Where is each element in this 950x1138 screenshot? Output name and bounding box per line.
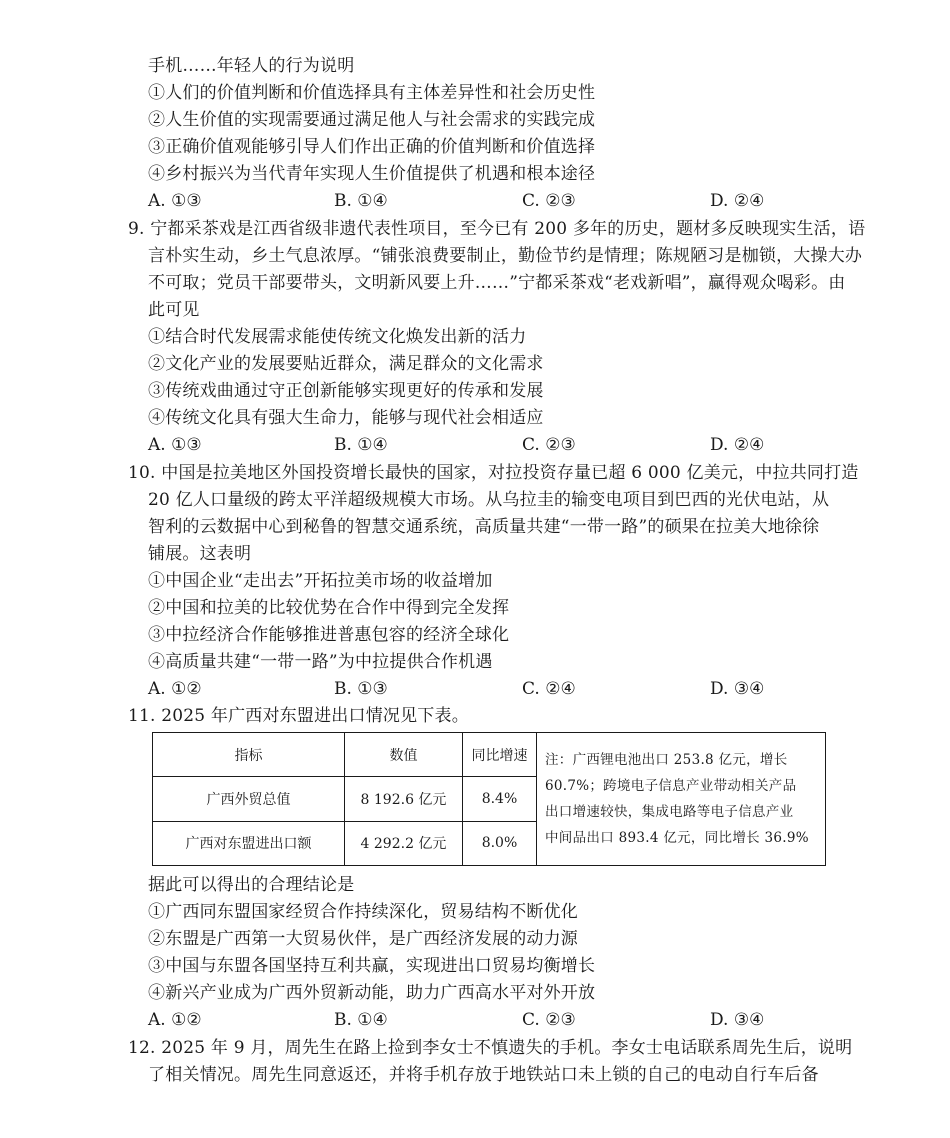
q9-statement-1: ①结合时代发展需求能使传统文化焕发出新的活力 — [148, 327, 527, 347]
q11-option-d: D. ③④ — [710, 1010, 765, 1030]
table-header-indicator: 指标 — [153, 733, 345, 777]
table-note-line-1: 注：广西锂电池出口 253.8 亿元，增长 — [545, 752, 788, 768]
q11-statement-1: ①广西同东盟国家经贸合作持续深化，贸易结构不断优化 — [148, 902, 578, 922]
table-header-growth: 同比增速 — [463, 733, 537, 777]
q9-stem-line-1: 9. 宁都采茶戏是江西省级非遗代表性项目，至今已有 200 多年的历史，题材多反映现实生活，语 — [128, 219, 866, 239]
q9-statement-3: ③传统戏曲通过守正创新能够实现更好的传承和发展 — [148, 381, 544, 401]
q10-statement-2: ②中国和拉美的比较优势在合作中得到完全发挥 — [148, 598, 510, 618]
q8-statement-2: ②人生价值的实现需要通过满足他人与社会需求的实践完成 — [148, 110, 596, 130]
q11-option-c: C. ②③ — [522, 1010, 576, 1030]
q10-stem-line-4: 铺展。这表明 — [148, 544, 252, 564]
q8-statement-1: ①人们的价值判断和价值选择具有主体差异性和社会历史性 — [148, 83, 596, 103]
q9-stem-line-3: 不可取；党员干部要带头，文明新风要上升……”宁都采茶戏“老戏新唱”，赢得观众喝彩。由 — [148, 273, 846, 293]
table-cell: 广西外贸总值 — [153, 777, 345, 821]
q10-option-d: D. ③④ — [710, 679, 765, 699]
q9-statement-4: ④传统文化具有强大生命力，能够与现代社会相适应 — [148, 408, 544, 428]
q9-stem-line-2: 言朴实生动，乡土气息浓厚。“铺张浪费要制止，勤俭节约是情理；陈规陋习是枷锁，大操大办 — [148, 246, 863, 266]
q8-statement-3: ③正确价值观能够引导人们作出正确的价值判断和价值选择 — [148, 137, 596, 157]
q10-statement-4: ④高质量共建“一带一路”为中拉提供合作机遇 — [148, 652, 493, 672]
table-note — [537, 733, 826, 866]
q10-stem-line-2: 20 亿人口量级的跨太平洋超级规模大市场。从乌拉圭的输变电项目到巴西的光伏电站，从 — [148, 490, 830, 510]
table-cell: 4 292.2 亿元 — [345, 821, 463, 865]
q10-option-a: A. ①② — [148, 679, 202, 699]
q8-stem-tail: 手机……年轻人的行为说明 — [148, 56, 355, 76]
q12-stem-line-2: 了相关情况。周先生同意返还，并将手机存放于地铁站口未上锁的自己的电动自行车后备 — [148, 1065, 819, 1085]
q10-statement-1: ①中国企业“走出去”开拓拉美市场的收益增加 — [148, 571, 493, 591]
q9-options — [148, 435, 828, 455]
table-note-line-3: 出口增速较快，集成电路等电子信息产业 — [545, 804, 794, 820]
q11-statement-4: ④新兴产业成为广西外贸新动能，助力广西高水平对外开放 — [148, 983, 596, 1003]
q10-stem-line-1: 10. 中国是拉美地区外国投资增长最快的国家，对拉投资存量已超 6 000 亿美元，中拉共同打造 — [128, 463, 859, 483]
table-note-line-4: 中间品出口 893.4 亿元，同比增长 36.9% — [545, 830, 809, 846]
q9-option-a: A. ①③ — [148, 435, 202, 455]
table-cell: 广西对东盟进出口额 — [153, 821, 345, 865]
q8-option-c: C. ②③ — [522, 191, 576, 211]
q11-lead: 据此可以得出的合理结论是 — [148, 875, 355, 895]
q9-option-b: B. ①④ — [334, 435, 388, 455]
table-cell: 8.4% — [463, 777, 537, 821]
q10-statement-3: ③中拉经济合作能够推进普惠包容的经济全球化 — [148, 625, 510, 645]
q11-option-a: A. ①② — [148, 1010, 202, 1030]
q8-option-a: A. ①③ — [148, 191, 202, 211]
q11-option-b: B. ①④ — [334, 1010, 388, 1030]
q10-option-c: C. ②④ — [522, 679, 576, 699]
q8-option-d: D. ②④ — [710, 191, 765, 211]
q8-option-b: B. ①④ — [334, 191, 388, 211]
q11-statement-2: ②东盟是广西第一大贸易伙伴，是广西经济发展的动力源 — [148, 929, 578, 949]
q11-options — [148, 1010, 828, 1030]
q11-statement-3: ③中国与东盟各国坚持互利共赢，实现进出口贸易均衡增长 — [148, 956, 596, 976]
q10-option-b: B. ①③ — [334, 679, 388, 699]
q9-stem-line-4: 此可见 — [148, 300, 200, 320]
q9-option-d: D. ②④ — [710, 435, 765, 455]
q12-stem-line-1: 12. 2025 年 9 月，周先生在路上捡到李女士不慎遗失的手机。李女士电话联系周先生后，说明 — [128, 1038, 853, 1058]
q11-stem: 11. 2025 年广西对东盟进出口情况见下表。 — [128, 706, 469, 726]
q10-options — [148, 679, 828, 699]
table-header-value: 数值 — [345, 733, 463, 777]
table-cell: 8.0% — [463, 821, 537, 865]
q8-options — [148, 191, 828, 211]
q10-stem-line-3: 智利的云数据中心到秘鲁的智慧交通系统，高质量共建“一带一路”的硕果在拉美大地徐徐 — [148, 517, 820, 537]
table-cell: 8 192.6 亿元 — [345, 777, 463, 821]
table-note-line-2: 60.7%；跨境电子信息产业带动相关产品 — [545, 778, 797, 794]
q9-statement-2: ②文化产业的发展要贴近群众，满足群众的文化需求 — [148, 354, 544, 374]
q8-statement-4: ④乡村振兴为当代青年实现人生价值提供了机遇和根本途径 — [148, 164, 596, 184]
q11-data-table — [152, 732, 826, 866]
q9-option-c: C. ②③ — [522, 435, 576, 455]
